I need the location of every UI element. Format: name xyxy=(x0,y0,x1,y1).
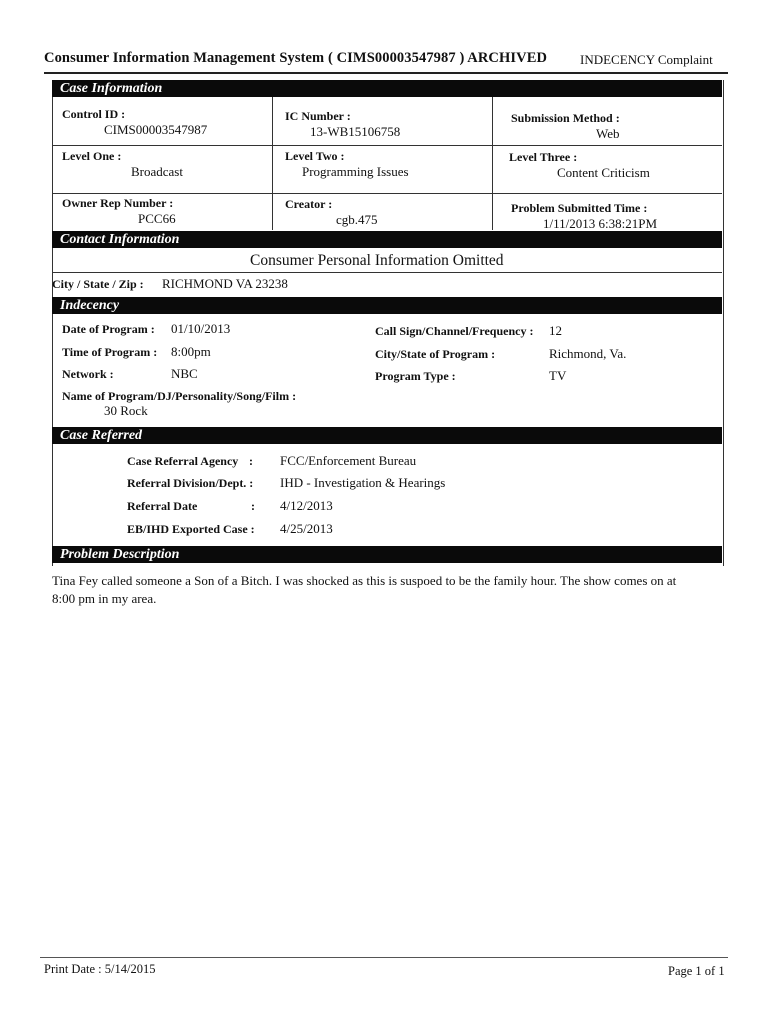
program-type-label: Program Type : xyxy=(375,369,456,383)
ic-number-label: IC Number : xyxy=(285,109,351,123)
program-name-label: Name of Program/DJ/Personality/Song/Film : xyxy=(62,389,297,403)
referral-agency-value: FCC/Enforcement Bureau xyxy=(280,453,417,468)
referral-agency-label: Case Referral Agency xyxy=(127,454,239,468)
control-id-value: CIMS00003547987 xyxy=(104,122,208,137)
owner-rep-value: PCC66 xyxy=(138,211,176,226)
referral-division-label: Referral Division/Dept. : xyxy=(127,476,254,490)
personal-info-omitted: Consumer Personal Information Omitted xyxy=(250,252,504,269)
referral-date-colon: : xyxy=(251,499,255,513)
problem-time-label: Problem Submitted Time : xyxy=(511,201,648,215)
column-divider xyxy=(492,97,493,230)
date-of-program-value: 01/10/2013 xyxy=(171,321,231,336)
problem-time-value: 1/11/2013 6:38:21PM xyxy=(543,216,658,231)
level-two-label: Level Two : xyxy=(285,149,345,163)
section-contact-information: Contact Information xyxy=(52,231,722,248)
call-sign-label: Call Sign/Channel/Frequency : xyxy=(375,324,534,338)
control-id-label: Control ID : xyxy=(62,107,126,121)
problem-line-1: Tina Fey called someone a Son of a Bitch. I was shocked as this is suspoed to be the family hour. The show comes on at xyxy=(52,573,677,588)
city-state-zip-value: RICHMOND VA 23238 xyxy=(162,276,288,291)
column-divider xyxy=(272,97,273,230)
city-state-zip-label: City / State / Zip : xyxy=(52,277,144,291)
program-type-value: TV xyxy=(549,368,567,383)
referral-division-value: IHD - Investigation & Hearings xyxy=(280,475,446,490)
section-case-referred: Case Referred xyxy=(52,427,722,444)
city-state-program-label: City/State of Program : xyxy=(375,347,496,361)
level-one-label: Level One : xyxy=(62,149,122,163)
call-sign-value: 12 xyxy=(549,323,562,338)
section-case-information: Case Information xyxy=(52,80,722,97)
referral-date-label: Referral Date xyxy=(127,499,198,513)
creator-label: Creator : xyxy=(285,197,333,211)
footer-rule xyxy=(40,957,728,958)
row-divider xyxy=(52,272,722,273)
time-of-program-value: 8:00pm xyxy=(171,344,211,359)
header-rule xyxy=(44,72,728,74)
page-number: Page 1 of 1 xyxy=(668,964,725,978)
city-state-program-value: Richmond, Va. xyxy=(549,346,627,361)
level-three-label: Level Three : xyxy=(509,150,578,164)
level-three-value: Content Criticism xyxy=(557,165,650,180)
problem-line-2: 8:00 pm in my area. xyxy=(52,591,157,606)
level-two-value: Programming Issues xyxy=(302,164,409,179)
creator-value: cgb.475 xyxy=(336,212,378,227)
exported-case-value: 4/25/2013 xyxy=(280,521,333,536)
row-divider xyxy=(52,145,722,146)
date-of-program-label: Date of Program : xyxy=(62,322,155,336)
document-title: Consumer Information Management System ( CIMS00003547987 ) ARCHIVED xyxy=(44,50,548,66)
submission-method-label: Submission Method : xyxy=(511,111,620,125)
program-name-value: 30 Rock xyxy=(104,403,148,418)
owner-rep-label: Owner Rep Number : xyxy=(62,196,174,210)
row-divider xyxy=(52,193,722,194)
section-problem-description: Problem Description xyxy=(52,546,722,563)
time-of-program-label: Time of Program : xyxy=(62,345,158,359)
submission-method-value: Web xyxy=(596,126,620,141)
print-date: Print Date : 5/14/2015 xyxy=(44,962,156,976)
problem-description-text xyxy=(52,572,728,608)
referral-agency-colon: : xyxy=(249,454,253,468)
level-one-value: Broadcast xyxy=(131,164,183,179)
network-value: NBC xyxy=(171,366,198,381)
network-label: Network : xyxy=(62,367,114,381)
exported-case-label: EB/IHD Exported Case : xyxy=(127,522,255,536)
section-indecency: Indecency xyxy=(52,297,722,314)
complaint-type: INDECENCY Complaint xyxy=(580,52,713,67)
referral-date-value: 4/12/2013 xyxy=(280,498,333,513)
ic-number-value: 13-WB15106758 xyxy=(310,124,401,139)
